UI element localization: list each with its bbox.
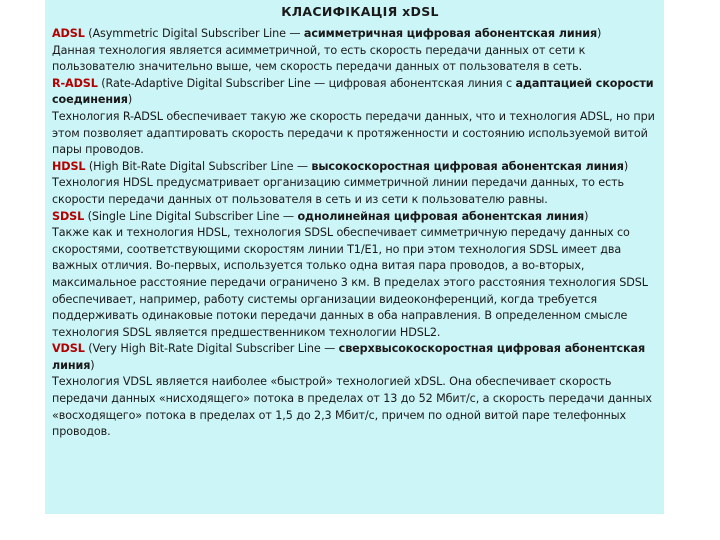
section-heading [52,26,660,43]
section-full-suffix: ) [90,358,95,372]
section-body: Также как и технология HDSL, технология SDSL обеспечивает симметричную передачу данных со скоростями, соответствующими скоростям линии Т1/Е1, но при этом технология SDSL имеет два важных отличия. Во-первых, используется только одна витая пара проводов, а во-вторых, максимальное расстояние передачи ограничено 3 км. В пределах этого расстояния технология SDSL обеспечивает, например, работу системы организации видеоконференций, когда требуется поддерживать одинаковые потоки передачи данных в оба направления. В определенном смысле технология SDSL является предшественником технологии HDSL2. [52,226,648,339]
section-r-adsl [52,76,660,159]
section-full-prefix: (Rate-Adaptive Digital Subscriber Line — цифровая абонентская линия с [97,76,516,90]
section-body: Технология R-ADSL обеспечивает такую же скорость передачи данных, что и технология ADSL, но при этом позволяет адаптировать скорость передачи к протяженности и состоянию используемой витой пары проводов. [52,109,655,157]
section-full-prefix: (Single Line Digital Subscriber Line — [84,209,298,223]
slide-title: КЛАСИФІКАЦІЯ xDSL [281,4,439,19]
section-heading [52,341,660,374]
section-body: Технология VDSL является наиболее «быстрой» технологией xDSL. Она обеспечивает скорость передачи данных «нисходящего» потока в пределах от 13 до 52 Мбит/с, а скорость передачи данных «восходящего» потока в пределах от 1,5 до 2,3 Мбит/с, причем по одной витой паре телефонных проводов. [52,375,652,439]
section-abbr: SDSL [52,209,85,223]
slide-content [52,26,660,441]
section-full-bold: высокоскоростная цифровая абонентская линия [311,159,624,173]
section-full-suffix: ) [623,159,629,173]
section-abbr: VDSL [52,342,85,356]
section-body: Данная технология является асимметричной, то есть скорость передачи данных от сети к пользователю значительно выше, чем скорость передачи данных от пользователя в сеть. [52,43,586,74]
section-full-suffix: ) [597,27,602,40]
section-abbr: HDSL [52,159,86,173]
section-full-prefix: (Very High Bit-Rate Digital Subscriber Line — [84,342,339,356]
section-full-prefix: (High Bit-Rate Digital Subscriber Line — [85,159,312,173]
section-heading [52,76,660,109]
section-full-bold: асимметричная цифровая абонентская линия [303,27,598,40]
section-full-prefix: (Asymmetric Digital Subscriber Line — [84,27,304,40]
section-sdsl [52,209,660,342]
section-full-suffix: ) [584,209,589,223]
section-heading [52,209,660,226]
section-vdsl [52,341,660,441]
section-full-bold: адаптацией скорости соединения [52,76,654,107]
section-heading [52,159,660,176]
section-abbr: R-ADSL [52,76,98,90]
section-full-suffix: ) [127,93,133,107]
section-abbr: ADSL [52,27,85,40]
section-hdsl [52,159,660,209]
section-full-bold: однолинейная цифровая абонентская линия [297,209,585,223]
section-adsl [52,26,660,76]
section-body: Технология HDSL предусматривает организацию симметричной линии передачи данных, то есть скорости передачи данных от пользователя в сеть и из сети к пользователю равны. [52,176,625,206]
section-full-bold: сверхвысокоскоростная цифровая абонентская линия [52,342,646,372]
